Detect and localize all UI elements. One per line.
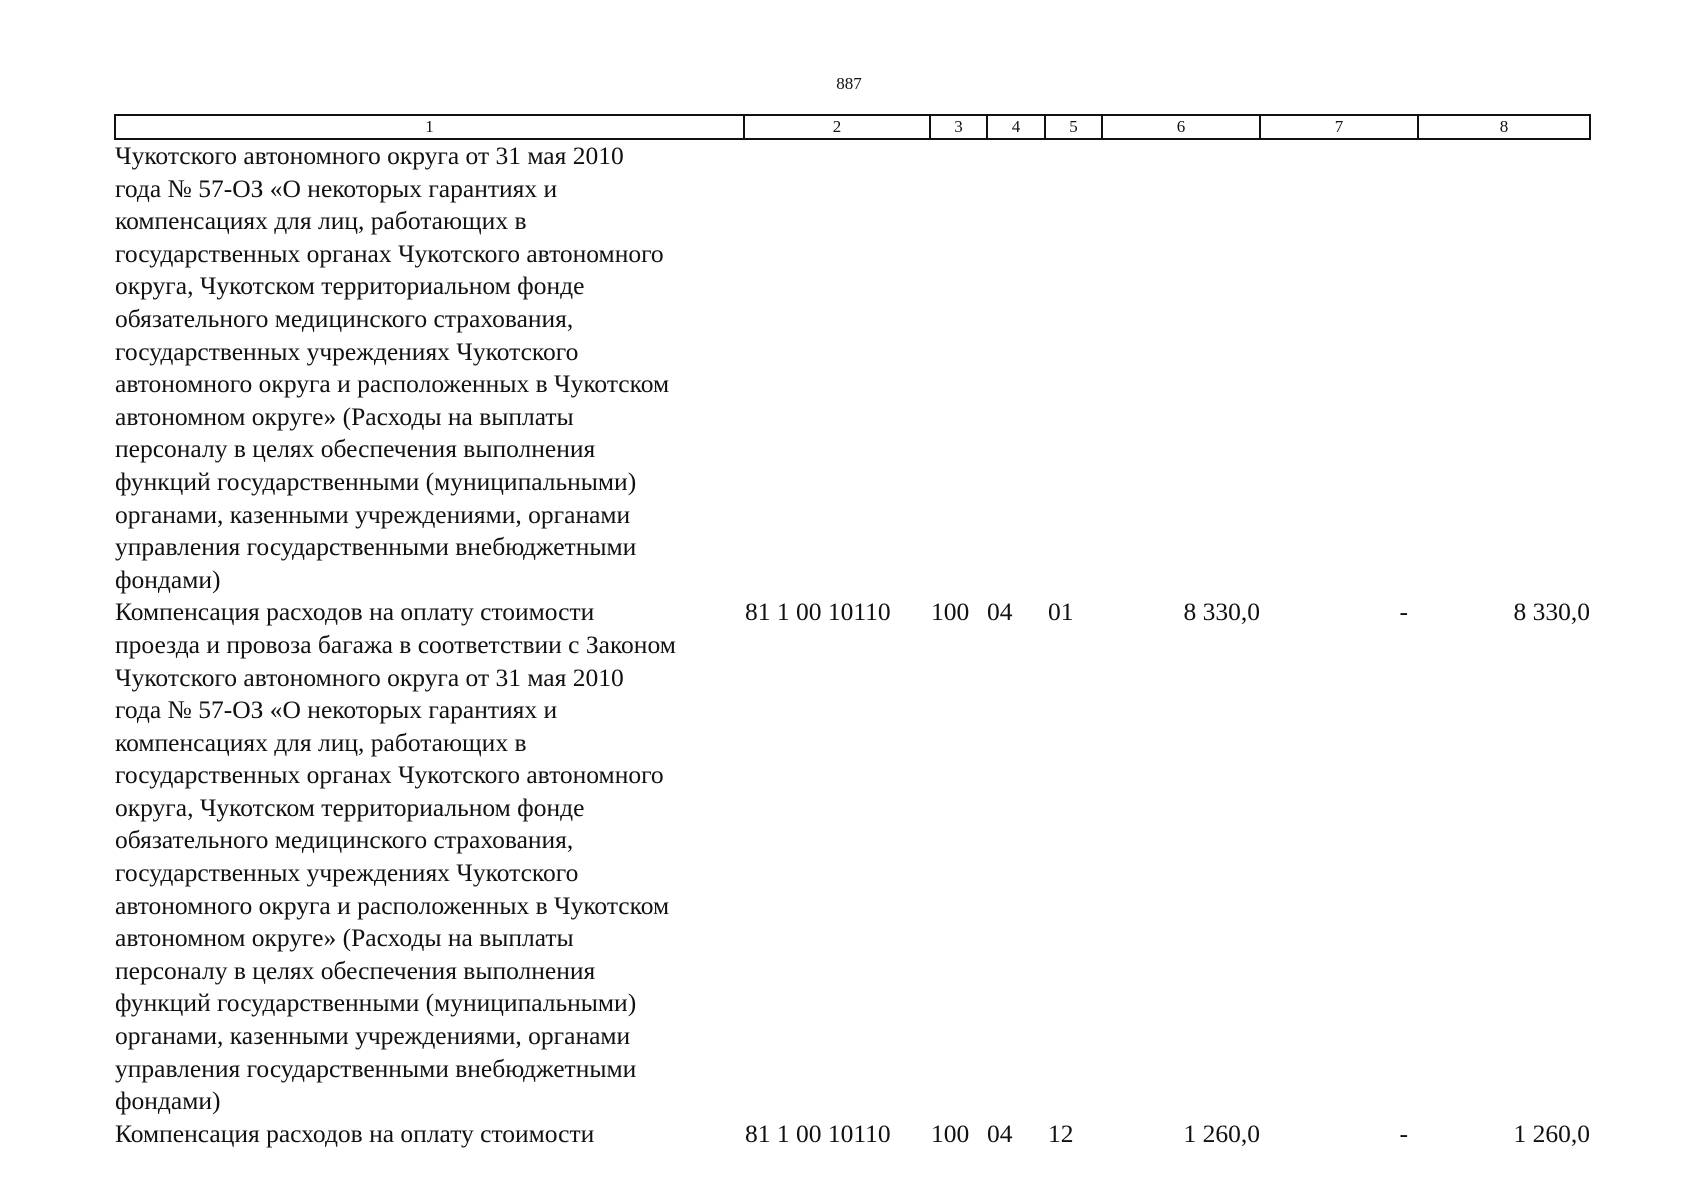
column-number-1: 1 bbox=[115, 115, 744, 139]
description-line: компенсациях для лиц, работающих в bbox=[115, 206, 527, 236]
section-code: 04 bbox=[987, 597, 1013, 627]
description-line: персоналу в целях обеспечения выполнения bbox=[115, 434, 596, 464]
table-header bbox=[115, 115, 1590, 139]
expense-type-code: 100 bbox=[931, 1118, 970, 1148]
description-line: Компенсация расходов на оплату стоимости bbox=[115, 1118, 595, 1148]
description-line: государственных учреждениях Чукотского bbox=[115, 336, 579, 366]
expense-type-code: 100 bbox=[931, 597, 970, 627]
description-line: управления государственными внебюджетными bbox=[115, 532, 637, 562]
target-article-code: 81 1 00 10110 bbox=[745, 1118, 891, 1148]
total-value: 8 330,0 bbox=[1513, 597, 1590, 627]
row-description bbox=[115, 139, 744, 596]
description-line: проезда и провоза багажа в соответствии с Законом bbox=[115, 629, 676, 659]
target-article-code: 81 1 00 10110 bbox=[745, 597, 891, 627]
description-line: автономном округе» (Расходы на выплаты bbox=[115, 401, 574, 431]
description-line: Чукотского автономного округа от 31 мая 2010 bbox=[115, 662, 624, 692]
row-description bbox=[115, 1118, 744, 1151]
subsection-code bbox=[1045, 139, 1102, 596]
subsection-code: 01 bbox=[1048, 597, 1074, 627]
total-value: 1 260,0 bbox=[1513, 1118, 1590, 1148]
description-line: года № 57-ОЗ «О некоторых гарантиях и bbox=[115, 695, 558, 725]
description-line: автономного округа и расположенных в Чукотском bbox=[115, 369, 670, 399]
description-line: округа, Чукотском территориальном фонде bbox=[115, 792, 585, 822]
description-line: обязательного медицинского страхования, bbox=[115, 303, 574, 333]
column-number-row bbox=[115, 115, 1590, 139]
table-row bbox=[115, 139, 1590, 596]
description-line: автономного округа и расположенных в Чукотском bbox=[115, 890, 670, 920]
table-body bbox=[115, 139, 1590, 1150]
description-line: фондами) bbox=[115, 564, 221, 594]
description-line: государственных органах Чукотского автономного bbox=[115, 760, 664, 790]
description-line: функций государственными (муниципальными) bbox=[115, 988, 637, 1018]
section-code bbox=[987, 139, 1045, 596]
change-value: - bbox=[1399, 597, 1408, 627]
description-line: обязательного медицинского страхования, bbox=[115, 825, 574, 855]
description-line: Компенсация расходов на оплату стоимости bbox=[115, 597, 595, 627]
description-line: Чукотского автономного округа от 31 мая 2010 bbox=[115, 141, 624, 170]
description-line: компенсациях для лиц, работающих в bbox=[115, 727, 527, 757]
amount-value bbox=[1102, 139, 1260, 596]
subsection-code: 12 bbox=[1048, 1118, 1074, 1148]
column-number-8: 8 bbox=[1418, 115, 1590, 139]
column-number-2: 2 bbox=[744, 115, 930, 139]
table-row bbox=[115, 596, 1590, 1118]
page-number: 887 bbox=[836, 74, 862, 93]
description-line: года № 57-ОЗ «О некоторых гарантиях и bbox=[115, 173, 558, 203]
amount-value: 8 330,0 bbox=[1183, 597, 1260, 627]
column-number-5: 5 bbox=[1045, 115, 1102, 139]
change-value bbox=[1260, 139, 1418, 596]
change-value: - bbox=[1399, 1118, 1408, 1148]
column-number-4: 4 bbox=[987, 115, 1045, 139]
description-line: государственных учреждениях Чукотского bbox=[115, 858, 579, 888]
description-line: персоналу в целях обеспечения выполнения bbox=[115, 955, 596, 985]
description-line: фондами) bbox=[115, 1086, 221, 1116]
section-code: 04 bbox=[987, 1118, 1013, 1148]
description-line: управления государственными внебюджетными bbox=[115, 1053, 637, 1083]
column-number-6: 6 bbox=[1102, 115, 1260, 139]
table-row bbox=[115, 1118, 1590, 1151]
description-line: округа, Чукотском территориальном фонде bbox=[115, 271, 585, 301]
column-number-3: 3 bbox=[930, 115, 987, 139]
expense-type-code bbox=[930, 139, 987, 596]
row-description bbox=[115, 596, 744, 1118]
description-line: органами, казенными учреждениями, органами bbox=[115, 1021, 631, 1051]
total-value bbox=[1418, 139, 1590, 596]
amount-value: 1 260,0 bbox=[1183, 1118, 1260, 1148]
description-line: государственных органах Чукотского автономного bbox=[115, 238, 664, 268]
description-line: органами, казенными учреждениями, органами bbox=[115, 499, 631, 529]
description-line: функций государственными (муниципальными) bbox=[115, 466, 637, 496]
column-number-7: 7 bbox=[1260, 115, 1418, 139]
description-line: автономном округе» (Расходы на выплаты bbox=[115, 923, 574, 953]
budget-table bbox=[114, 114, 1591, 1150]
target-article-code bbox=[744, 139, 930, 596]
